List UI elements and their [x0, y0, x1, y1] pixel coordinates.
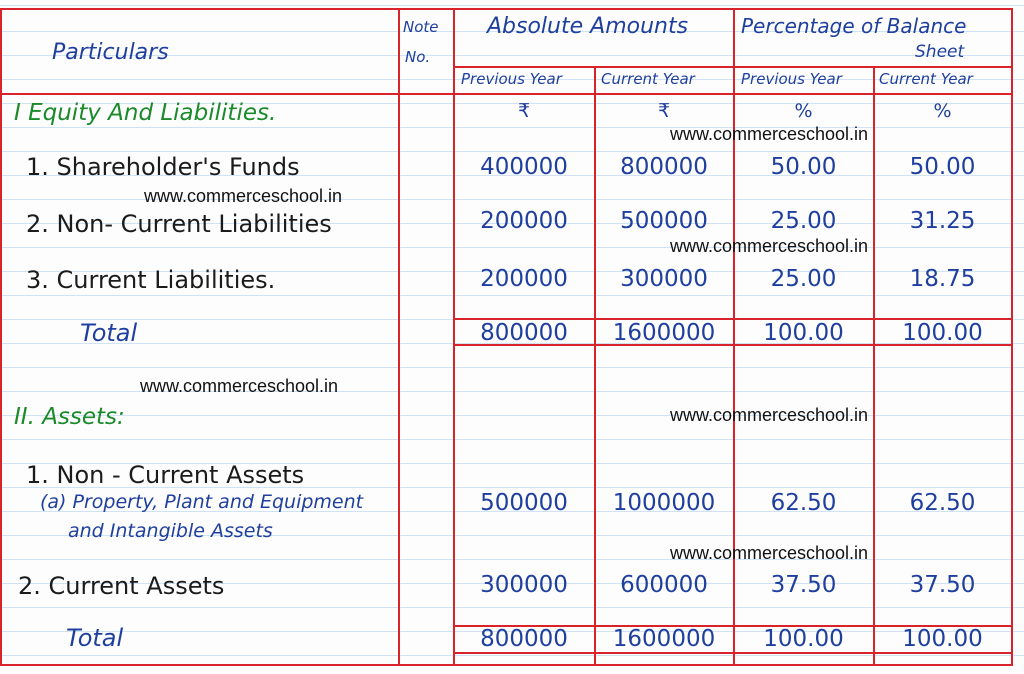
value-curr-year: 600000	[620, 572, 708, 598]
pct-prev-year: 37.50	[770, 572, 837, 598]
pct-curr-year: 31.25	[909, 208, 976, 234]
row-label: 1. Non - Current Assets	[26, 461, 305, 489]
header-note-line1: Note	[403, 18, 439, 36]
watermark-text: www.commerceschool.in	[670, 405, 869, 425]
grid-line-note	[398, 8, 400, 666]
value-prev-year: 500000	[480, 490, 568, 516]
grid-line-subheader	[453, 66, 1013, 68]
row-label: 2. Current Assets	[18, 572, 225, 600]
total-pct-curr-year: 100.00	[902, 626, 983, 652]
total-pct-curr-year: 100.00	[902, 320, 983, 346]
value-curr-year: 500000	[620, 208, 708, 234]
header-pct-previous-year: Previous Year	[741, 70, 842, 88]
grid-line-header-bottom	[0, 93, 1013, 95]
total-prev-year: 800000	[480, 320, 568, 346]
total-curr-year: 1600000	[612, 626, 716, 652]
header-particulars: Particulars	[52, 40, 169, 65]
unit-abs-current: ₹	[657, 100, 671, 122]
total-pct-prev-year: 100.00	[763, 626, 844, 652]
header-percentage-line2: Sheet	[915, 42, 965, 62]
watermark-text: www.commerceschool.in	[670, 124, 869, 144]
header-percentage-line1: Percentage of Balance	[741, 14, 967, 38]
pct-curr-year: 62.50	[909, 490, 976, 516]
pct-prev-year: 25.00	[770, 208, 837, 234]
value-curr-year: 800000	[620, 154, 708, 180]
grid-line-right	[1011, 8, 1013, 666]
pct-prev-year: 50.00	[770, 154, 837, 180]
pct-prev-year: 62.50	[770, 490, 837, 516]
header-absolute-amounts: Absolute Amounts	[487, 14, 689, 39]
section-title-assets: II. Assets:	[14, 404, 125, 430]
unit-pct-previous: %	[794, 100, 813, 122]
unit-abs-previous: ₹	[517, 100, 531, 122]
grid-line-total2-bottom	[453, 652, 1013, 654]
watermark-text: www.commerceschool.in	[144, 186, 343, 206]
total-pct-prev-year: 100.00	[763, 320, 844, 346]
section-title-equity: I Equity And Liabilities.	[14, 100, 277, 126]
value-curr-year: 1000000	[612, 490, 716, 516]
pct-curr-year: 50.00	[909, 154, 976, 180]
total-prev-year: 800000	[480, 626, 568, 652]
value-prev-year: 400000	[480, 154, 568, 180]
total-label: Total	[80, 319, 138, 347]
value-curr-year: 300000	[620, 266, 708, 292]
row-label: 3. Current Liabilities.	[26, 266, 276, 294]
row-sublabel-line1: (a) Property, Plant and Equipment	[40, 491, 364, 513]
header-abs-previous-year: Previous Year	[461, 70, 562, 88]
total-label: Total	[66, 624, 124, 652]
grid-line-top	[0, 8, 1013, 10]
value-prev-year: 200000	[480, 266, 568, 292]
value-prev-year: 300000	[480, 572, 568, 598]
row-label: 1. Shareholder's Funds	[26, 153, 300, 181]
value-prev-year: 200000	[480, 208, 568, 234]
header-abs-current-year: Current Year	[601, 70, 695, 88]
watermark-text: www.commerceschool.in	[670, 543, 869, 563]
row-label: 2. Non- Current Liabilities	[26, 210, 332, 238]
header-pct-current-year: Current Year	[879, 70, 973, 88]
row-sublabel-line2: and Intangible Assets	[68, 520, 273, 542]
pct-curr-year: 37.50	[909, 572, 976, 598]
grid-line-bottom	[0, 664, 1013, 666]
pct-curr-year: 18.75	[909, 266, 976, 292]
header-note-line2: No.	[405, 48, 431, 66]
watermark-text: www.commerceschool.in	[140, 376, 339, 396]
pct-prev-year: 25.00	[770, 266, 837, 292]
total-curr-year: 1600000	[612, 320, 716, 346]
watermark-text: www.commerceschool.in	[670, 236, 869, 256]
grid-line-left	[0, 8, 2, 666]
unit-pct-current: %	[933, 100, 952, 122]
